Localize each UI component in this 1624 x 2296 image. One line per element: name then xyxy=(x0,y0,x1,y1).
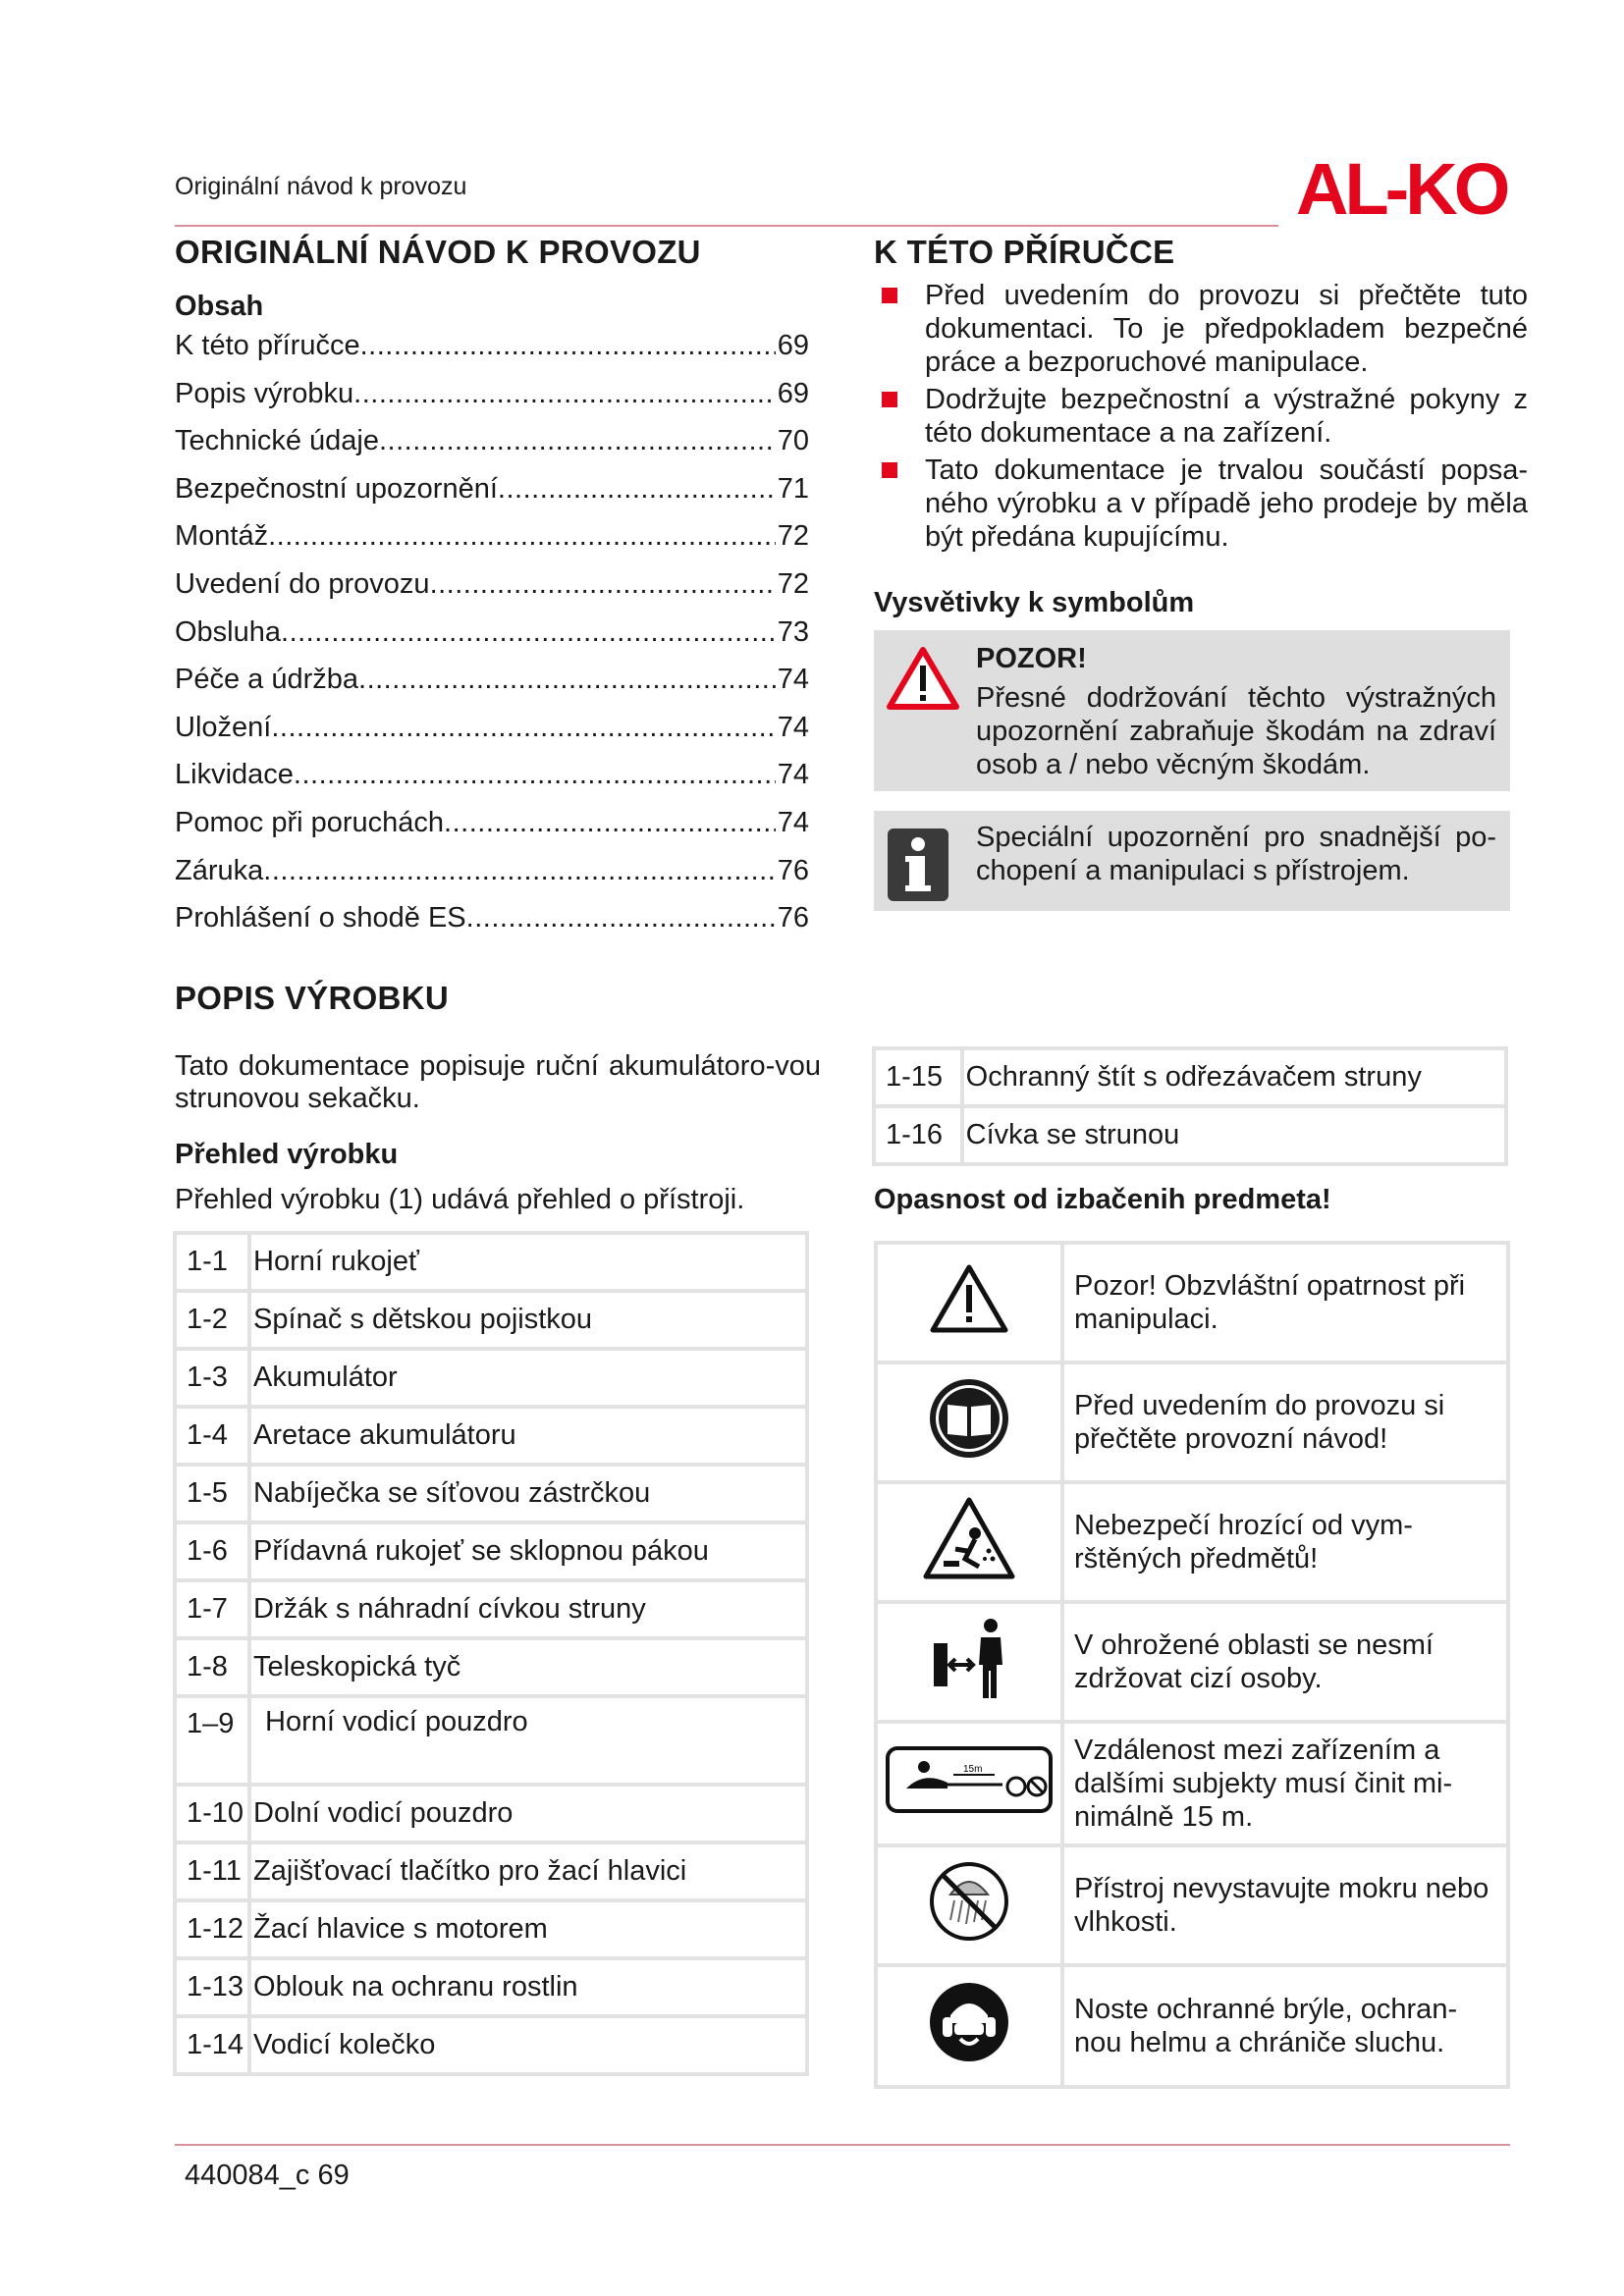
table-row xyxy=(175,1291,807,1349)
warning-title: POZOR! xyxy=(976,643,1087,674)
toc-leader xyxy=(430,568,776,601)
footer-doc-page: 440084_c 69 xyxy=(185,2160,350,2191)
toc-entry-page: 74 xyxy=(777,664,809,696)
bullet-square-icon xyxy=(882,462,897,478)
table-row xyxy=(175,1580,807,1638)
part-label: Přídavná rukojeť se sklopnou pákou xyxy=(249,1522,807,1580)
toc-entry[interactable] xyxy=(175,473,809,521)
toc-entry-label: Popis výrobku xyxy=(175,377,354,409)
warning-text: Přesné dodržování těchto výstražných upozornění zabraňuje škodám na zdraví osob a / nebo věcným škodám. xyxy=(976,682,1496,780)
safety-distance-15m-icon xyxy=(885,1745,1054,1814)
toc-entry-label: Bezpečnostní upozornění xyxy=(175,472,498,505)
toc-entry-label: Likvidace xyxy=(175,759,294,791)
part-number: 1-15 xyxy=(874,1048,962,1106)
toc-entry-label: Záruka xyxy=(175,854,264,886)
table-row xyxy=(876,1362,1508,1482)
warning-triangle-icon xyxy=(886,646,960,711)
table-row xyxy=(876,1722,1508,1845)
main-heading: ORIGINÁLNÍ NÁVOD K PROVOZU xyxy=(175,234,701,270)
part-number: 1-3 xyxy=(175,1349,249,1407)
alko-logo xyxy=(1296,151,1510,226)
part-label: Horní vodicí pouzdro xyxy=(249,1696,807,1785)
info-text: Speciální upozornění pro snadnější po-chopení a manipulaci s přístrojem. xyxy=(976,822,1496,886)
part-number: 1-13 xyxy=(175,1958,249,2016)
warning-box xyxy=(874,630,1510,791)
table-row xyxy=(175,1349,807,1407)
part-number: 1-16 xyxy=(874,1106,962,1164)
table-row xyxy=(175,1842,807,1900)
about-bullets xyxy=(876,279,1528,558)
header-title: Originální návod k provozu xyxy=(175,173,467,200)
toc-heading: Obsah xyxy=(175,291,264,322)
flying-debris-icon xyxy=(920,1494,1018,1582)
toc-leader xyxy=(271,712,775,744)
table-row xyxy=(175,1785,807,1842)
toc-entry[interactable] xyxy=(175,664,809,712)
toc-entry-label: Péče a údržba xyxy=(175,664,359,696)
symbol-description: Noste ochranné brýle, ochran-nou helmu a chrániče sluchu. xyxy=(1062,1965,1508,2087)
bullet-square-icon xyxy=(882,288,897,303)
read-manual-icon xyxy=(928,1377,1010,1460)
toc-entry-label: Pomoc při poruchách xyxy=(175,806,445,838)
toc-entry[interactable] xyxy=(175,712,809,760)
part-number: 1-12 xyxy=(175,1900,249,1958)
symbols-heading: Vysvětivky k symbolům xyxy=(874,587,1195,618)
toc-leader xyxy=(498,473,776,506)
list-item: Tato dokumentace je trvalou součástí popsa-ného výrobku a v případě jeho prodeje by měla být předána kupujícímu. xyxy=(876,454,1528,554)
symbol-description: Pozor! Obzvláštní opatrnost při manipulaci. xyxy=(1062,1243,1508,1362)
part-label: Horní rukojeť xyxy=(249,1233,807,1291)
part-label: Držák s náhradní cívkou struny xyxy=(249,1580,807,1638)
part-number: 1-4 xyxy=(175,1407,249,1465)
part-label: Akumulátor xyxy=(249,1349,807,1407)
about-heading: K TÉTO PŘÍRUČCE xyxy=(874,234,1175,270)
toc-entry[interactable] xyxy=(175,616,809,665)
table-row xyxy=(876,1602,1508,1722)
table-row xyxy=(175,1638,807,1696)
table-row xyxy=(876,1965,1508,2087)
part-label: Aretace akumulátoru xyxy=(249,1407,807,1465)
svg-text:AL-KO: AL-KO xyxy=(1296,151,1507,226)
table-row xyxy=(175,1522,807,1580)
toc-entry-label: Uvedení do provozu xyxy=(175,567,430,600)
toc-entry-label: Prohlášení o shodě ES xyxy=(175,902,466,934)
part-number: 1-7 xyxy=(175,1580,249,1638)
symbol-description: Nebezpečí hrozící od vym-rštěných předmětů! xyxy=(1062,1482,1508,1602)
part-label: Zajišťovací tlačítko pro žací hlavici xyxy=(249,1842,807,1900)
toc-entry-page: 71 xyxy=(777,472,809,505)
toc-leader xyxy=(466,902,776,934)
toc-entry[interactable] xyxy=(175,425,809,473)
toc-leader xyxy=(360,330,776,362)
toc-entry-page: 72 xyxy=(777,567,809,600)
toc-entry-page: 73 xyxy=(777,615,809,648)
overview-heading: Přehled výrobku xyxy=(175,1139,399,1170)
toc-entry-page: 69 xyxy=(777,377,809,409)
part-label: Žací hlavice s motorem xyxy=(249,1900,807,1958)
toc-entry-label: Montáž xyxy=(175,520,269,553)
toc-leader xyxy=(294,759,776,791)
part-number: 1-8 xyxy=(175,1638,249,1696)
table-row xyxy=(876,1243,1508,1362)
toc-entry-page: 74 xyxy=(777,711,809,743)
table-row xyxy=(175,2016,807,2074)
table-row xyxy=(874,1048,1506,1106)
parts-table xyxy=(173,1231,809,2076)
toc-entry[interactable] xyxy=(175,520,809,568)
part-label: Vodicí kolečko xyxy=(249,2016,807,2074)
toc-entry-label: Technické údaje xyxy=(175,425,379,457)
table-row xyxy=(175,1900,807,1958)
part-number: 1-11 xyxy=(175,1842,249,1900)
product-heading: POPIS VÝROBKU xyxy=(175,980,449,1016)
toc-entry-page: 74 xyxy=(777,806,809,838)
toc-entry-page: 69 xyxy=(777,330,809,361)
warning-triangle-icon xyxy=(927,1261,1011,1336)
toc-entry[interactable] xyxy=(175,855,809,903)
parts-table-continued xyxy=(872,1046,1508,1166)
toc-entry[interactable] xyxy=(175,807,809,855)
part-number: 1-6 xyxy=(175,1522,249,1580)
keep-distance-person-icon xyxy=(926,1614,1012,1702)
part-number: 1-14 xyxy=(175,2016,249,2074)
part-label: Teleskopická tyč xyxy=(249,1638,807,1696)
no-rain-icon xyxy=(927,1859,1011,1944)
table-row xyxy=(175,1465,807,1522)
danger-heading: Opasnost od izbačenih predmeta! xyxy=(874,1184,1331,1215)
toc-entry[interactable] xyxy=(175,330,809,378)
toc-entry-label: Obsluha xyxy=(175,615,282,648)
part-label: Dolní vodicí pouzdro xyxy=(249,1785,807,1842)
toc-leader xyxy=(358,664,776,696)
svg-text:15m: 15m xyxy=(963,1764,983,1775)
toc-entry[interactable] xyxy=(175,568,809,616)
toc-entry[interactable] xyxy=(175,378,809,426)
table-of-contents xyxy=(175,330,809,950)
part-number: 1-10 xyxy=(175,1785,249,1842)
toc-entry[interactable] xyxy=(175,902,809,950)
header-rule xyxy=(175,225,1278,227)
info-icon xyxy=(888,828,948,901)
table-row xyxy=(175,1233,807,1291)
table-row xyxy=(175,1407,807,1465)
protective-gear-icon xyxy=(927,1980,1011,2064)
toc-leader xyxy=(263,855,775,887)
toc-entry-page: 74 xyxy=(777,759,809,791)
toc-leader xyxy=(379,425,776,457)
toc-entry-page: 70 xyxy=(777,425,809,457)
part-label: Cívka se strunou xyxy=(962,1106,1506,1164)
footer-rule xyxy=(175,2144,1510,2146)
bullet-square-icon xyxy=(882,392,897,407)
part-number: 1-2 xyxy=(175,1291,249,1349)
toc-leader xyxy=(444,807,776,839)
part-label: Spínač s dětskou pojistkou xyxy=(249,1291,807,1349)
toc-entry[interactable] xyxy=(175,759,809,807)
overview-text: Přehled výrobku (1) udává přehled o přístroji. xyxy=(175,1184,745,1215)
toc-entry-label: K této příručce xyxy=(175,330,360,361)
table-row xyxy=(876,1482,1508,1602)
symbol-description: Přístroj nevystavujte mokru nebo vlhkosti. xyxy=(1062,1845,1508,1965)
part-label: Nabíječka se síťovou zástrčkou xyxy=(249,1465,807,1522)
product-text: Tato dokumentace popisuje ruční akumulátoro-vou strunovou sekačku. xyxy=(175,1050,821,1114)
part-number: 1-5 xyxy=(175,1465,249,1522)
toc-entry-page: 72 xyxy=(777,520,809,553)
info-box xyxy=(874,811,1510,911)
toc-leader xyxy=(353,378,776,410)
part-label: Ochranný štít s odřezávačem struny xyxy=(962,1048,1506,1106)
part-number: 1–9 xyxy=(175,1696,249,1785)
symbol-description: Vzdálenost mezi zařízením a dalšími subjekty musí činit mi-nimálně 15 m. xyxy=(1062,1722,1508,1845)
table-row xyxy=(874,1106,1506,1164)
symbol-description: Před uvedením do provozu si přečtěte provozní návod! xyxy=(1062,1362,1508,1482)
list-item: Dodržujte bezpečnostní a výstražné pokyny z této dokumentace a na zařízení. xyxy=(876,383,1528,450)
toc-entry-label: Uložení xyxy=(175,711,272,743)
table-row xyxy=(175,1696,807,1785)
toc-leader xyxy=(268,520,776,553)
toc-entry-page: 76 xyxy=(777,854,809,886)
toc-leader xyxy=(281,616,776,649)
symbols-table xyxy=(874,1241,1510,2089)
toc-entry-page: 76 xyxy=(777,902,809,934)
table-row xyxy=(876,1845,1508,1965)
list-item: Před uvedením do provozu si přečtěte tuto dokumentaci. To je předpokladem bezpečné práce a bezporuchové manipulace. xyxy=(876,279,1528,379)
part-number: 1-1 xyxy=(175,1233,249,1291)
table-row xyxy=(175,1958,807,2016)
part-label: Oblouk na ochranu rostlin xyxy=(249,1958,807,2016)
symbol-description: V ohrožené oblasti se nesmí zdržovat cizí osoby. xyxy=(1062,1602,1508,1722)
